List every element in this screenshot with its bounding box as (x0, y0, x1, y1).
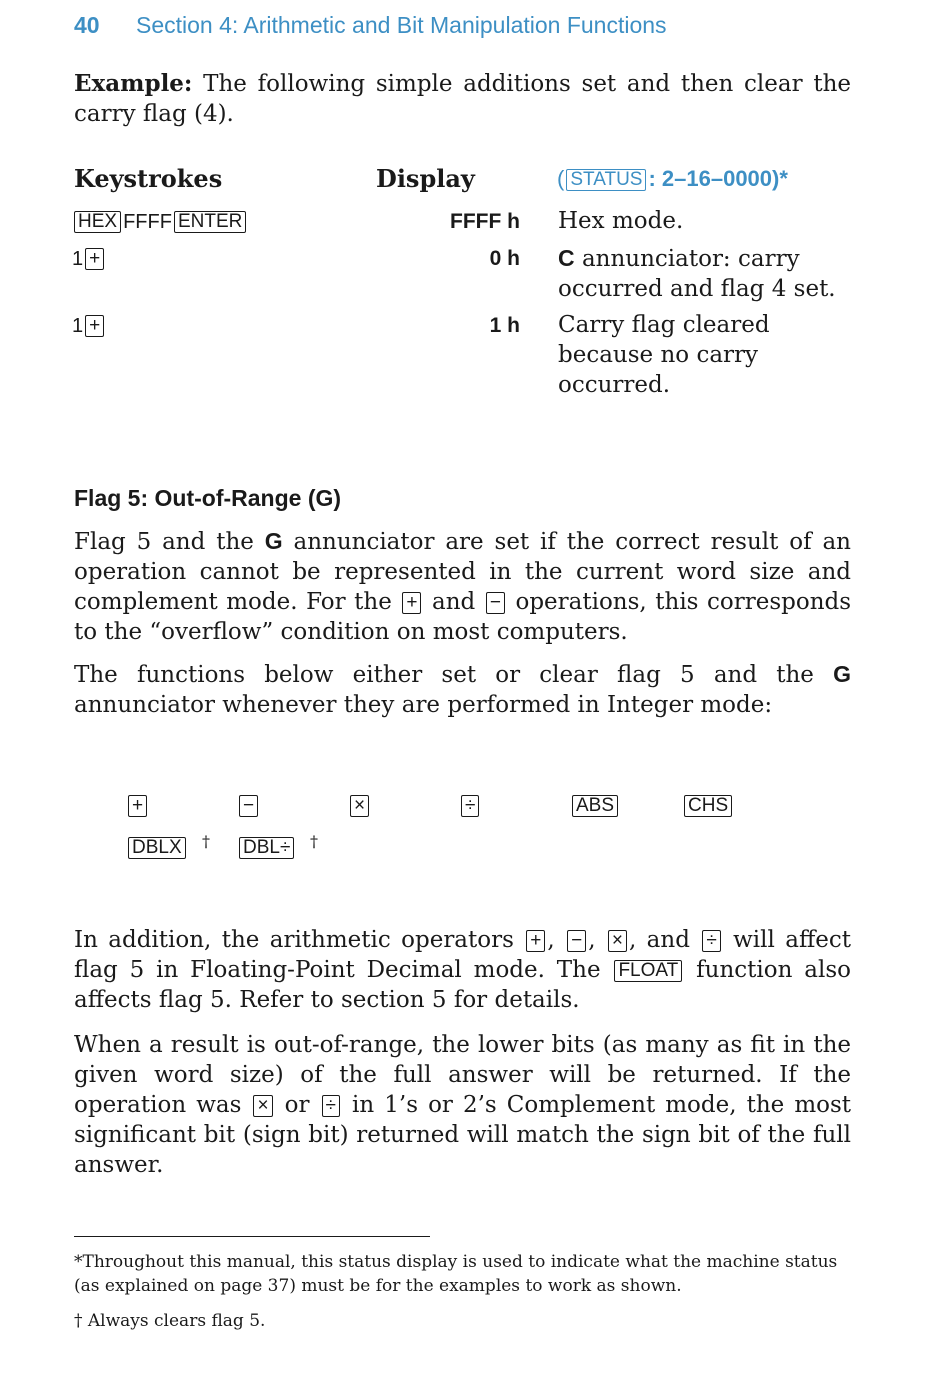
plus-key: + (85, 315, 104, 337)
times-key: × (253, 1095, 272, 1117)
footnote-dagger: † Always clears flag 5. (74, 1311, 266, 1331)
plus-key: + (402, 592, 421, 614)
footnote-divider (74, 1236, 430, 1237)
example-label: Example: (74, 70, 193, 97)
enter-key: ENTER (174, 211, 246, 233)
status-value: : 2–16–0000)* (648, 166, 788, 191)
minus-key: − (486, 592, 505, 614)
flag5-paragraph: Flag 5 and the G annunciator are set if the correct result of an operation cannot be represented in the current word size and complement mode. For the + and − operations, this corresponds to the “overflow” condition on most computers. (74, 528, 852, 645)
minus-key: − (239, 795, 258, 817)
dbl-divide-key: DBL÷ (239, 837, 294, 859)
plus-key: + (128, 795, 147, 817)
section-heading: Flag 5: Out-of-Range (G) (74, 485, 342, 511)
table-row: 1 + (72, 243, 106, 274)
section-title: Section 4: Arithmetic and Bit Manipulation Functions (135, 12, 667, 38)
status-key: STATUS (566, 169, 646, 191)
minus-key: − (567, 930, 586, 952)
chs-key: CHS (684, 795, 732, 817)
divide-key: ÷ (702, 930, 720, 952)
display-value: 1 h (489, 314, 520, 337)
table-row: 1 + (72, 310, 106, 341)
example-paragraph (74, 69, 851, 129)
abs-key: ABS (572, 795, 618, 817)
status-indicator: ( STATUS : 2–16–0000)* (557, 166, 788, 191)
page-header (74, 12, 667, 39)
example-text: The following simple additions set and then clear the carry flag (4). (74, 71, 851, 127)
out-of-range-paragraph: When a result is out-of-range, the lower bits (as many as fit in the given word size) of the full answer will be returned. If the operation was × or ÷ in 1’s or 2’s Complement mode, the most significant bit (sign bit) returned will match the sign bit of the full answer. (74, 1032, 852, 1178)
footnote-star: *Throughout this manual, this status display is used to indicate what the machine status (as explained on page 37) must be for the examples to work as shown. (74, 1252, 838, 1296)
dagger-mark: † (310, 832, 318, 851)
display-value: FFFF h (450, 210, 520, 233)
dagger-mark: † (202, 832, 210, 851)
times-key: × (350, 795, 369, 817)
table-row: HEX FFFF ENTER (72, 206, 248, 237)
row-note: Carry flag cleared because no carry occurred. (558, 312, 770, 398)
flag5-paragraph-2: The functions below either set or clear flag 5 and the G annunciator whenever they are performed in Integer mode: (74, 661, 851, 718)
row-note: Hex mode. (558, 208, 684, 234)
dblx-key: DBLX (128, 837, 186, 859)
plus-key: + (85, 248, 104, 270)
times-key: × (608, 930, 627, 952)
addition-paragraph: In addition, the arithmetic operators + , − , × , and ÷ will affect flag 5 in Floating-Point Decimal mode. The FLOAT function also affects flag 5. Refer to section 5 for details. (74, 927, 852, 1013)
float-key: FLOAT (614, 960, 682, 982)
hex-key: HEX (74, 211, 121, 233)
page-number: 40 (74, 12, 100, 38)
divide-key: ÷ (461, 795, 479, 817)
row-note: C annunciator: carry occurred and flag 4 set. (558, 245, 836, 302)
col-display: Display (376, 164, 475, 193)
display-value: 0 h (489, 247, 520, 270)
plus-key: + (526, 930, 545, 952)
col-keystrokes: Keystrokes (74, 164, 223, 193)
divide-key: ÷ (322, 1095, 340, 1117)
